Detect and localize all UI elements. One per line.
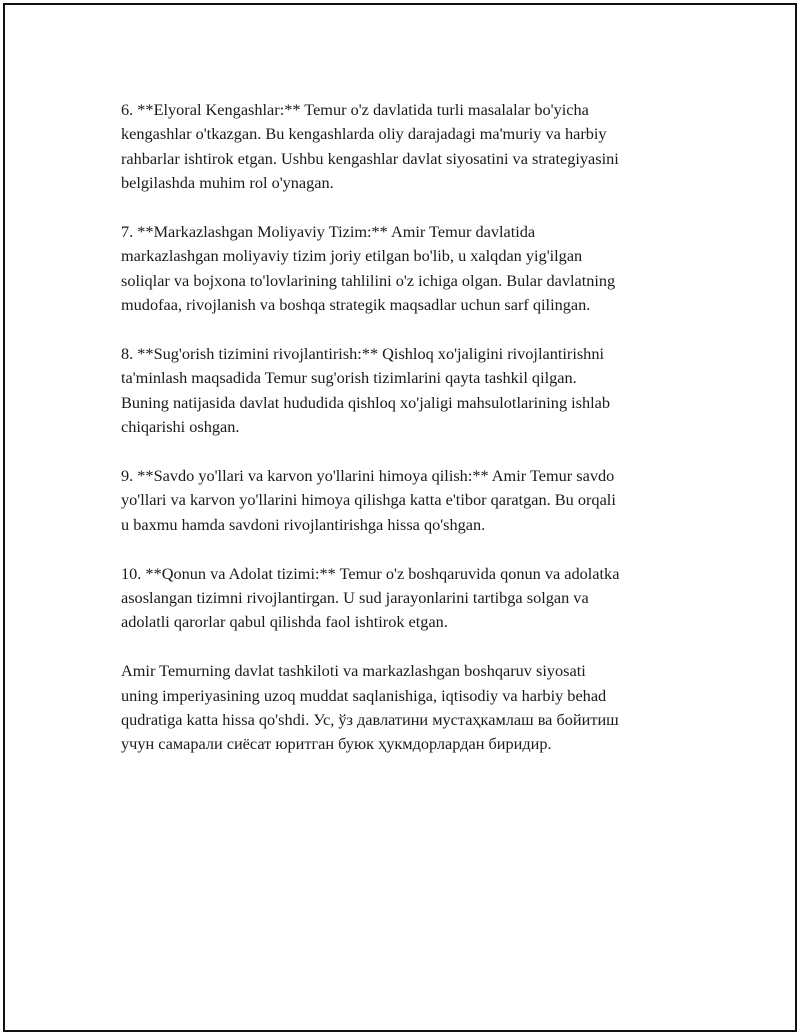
text-line: Amir Temurning davlat tashkiloti va markazlashgan boshqaruv siyosati — [121, 661, 586, 681]
document-body — [121, 98, 691, 757]
text-line: 7. **Markazlashgan Moliyaviy Tizim:** Amir Temur davlatida — [121, 222, 536, 242]
text-line: yo'llari va karvon yo'llarini himoya qilishga katta e'tibor qaratgan. Bu orqali — [121, 490, 616, 510]
text-line: belgilashda muhim rol o'ynagan. — [121, 173, 334, 193]
text-line: 9. **Savdo yo'llari va karvon yo'llarini himoya qilish:** Amir Temur savdo — [121, 466, 615, 486]
text-line: adolatli qarorlar qabul qilishda faol ishtirok etgan. — [121, 612, 448, 632]
text-line: asoslangan tizimni rivojlantirgan. U sud jarayonlarini tartibga solgan va — [121, 588, 589, 608]
text-line: soliqlar va bojxona to'lovlarining tahlilini o'z ichiga olgan. Bular davlatning — [121, 270, 616, 290]
paragraph-qonun-adolat — [121, 562, 691, 635]
text-line: ta'minlash maqsadida Temur sug'orish tizimlarini qayta tashkil qilgan. — [121, 368, 577, 388]
page-frame — [3, 3, 797, 1032]
text-line: 8. **Sug'orish tizimini rivojlantirish:** Qishloq xo'jaligini rivojlantirishni — [121, 344, 604, 364]
text-line: kengashlar o'tkazgan. Bu kengashlarda oliy darajadagi ma'muriy va harbiy — [121, 124, 607, 144]
paragraph-moliyaviy-tizim — [121, 220, 691, 318]
text-line: qudratiga katta hissa qo'shdi. Ус, ўз давлатини мустаҳкамлаш ва бойитиш — [121, 710, 619, 730]
text-line: mudofaa, rivojlanish va boshqa strategik maqsadlar uchun sarf qilingan. — [121, 295, 591, 315]
text-line: u baxmu hamda savdoni rivojlantirishga hissa qo'shgan. — [121, 514, 486, 534]
paragraph-savdo-yollari — [121, 464, 691, 537]
paragraph-elyoral-kengashlar — [121, 98, 691, 196]
text-line: 10. **Qonun va Adolat tizimi:** Temur o'z boshqaruvida qonun va adolatka — [121, 563, 620, 583]
text-line: учун самарали сиёсат юритган буюк ҳукмдорлардан биридир. — [121, 734, 552, 754]
text-line: 6. **Elyoral Kengashlar:** Temur o'z davlatida turli masalalar bo'yicha — [121, 100, 589, 119]
paragraph-conclusion — [121, 659, 691, 757]
paragraph-sugorish-tizimi — [121, 342, 691, 440]
text-line: rahbarlar ishtirok etgan. Ushbu kengashlar davlat siyosatini va strategiyasini — [121, 148, 619, 168]
text-line: Buning natijasida davlat hududida qishloq xo'jaligi mahsulotlarining ishlab — [121, 392, 611, 412]
text-line: markazlashgan moliyaviy tizim joriy etilgan bo'lib, u xalqdan yig'ilgan — [121, 246, 583, 266]
text-line: chiqarishi oshgan. — [121, 417, 240, 437]
text-line: uning imperiyasining uzoq muddat saqlanishiga, iqtisodiy va harbiy behad — [121, 685, 607, 705]
